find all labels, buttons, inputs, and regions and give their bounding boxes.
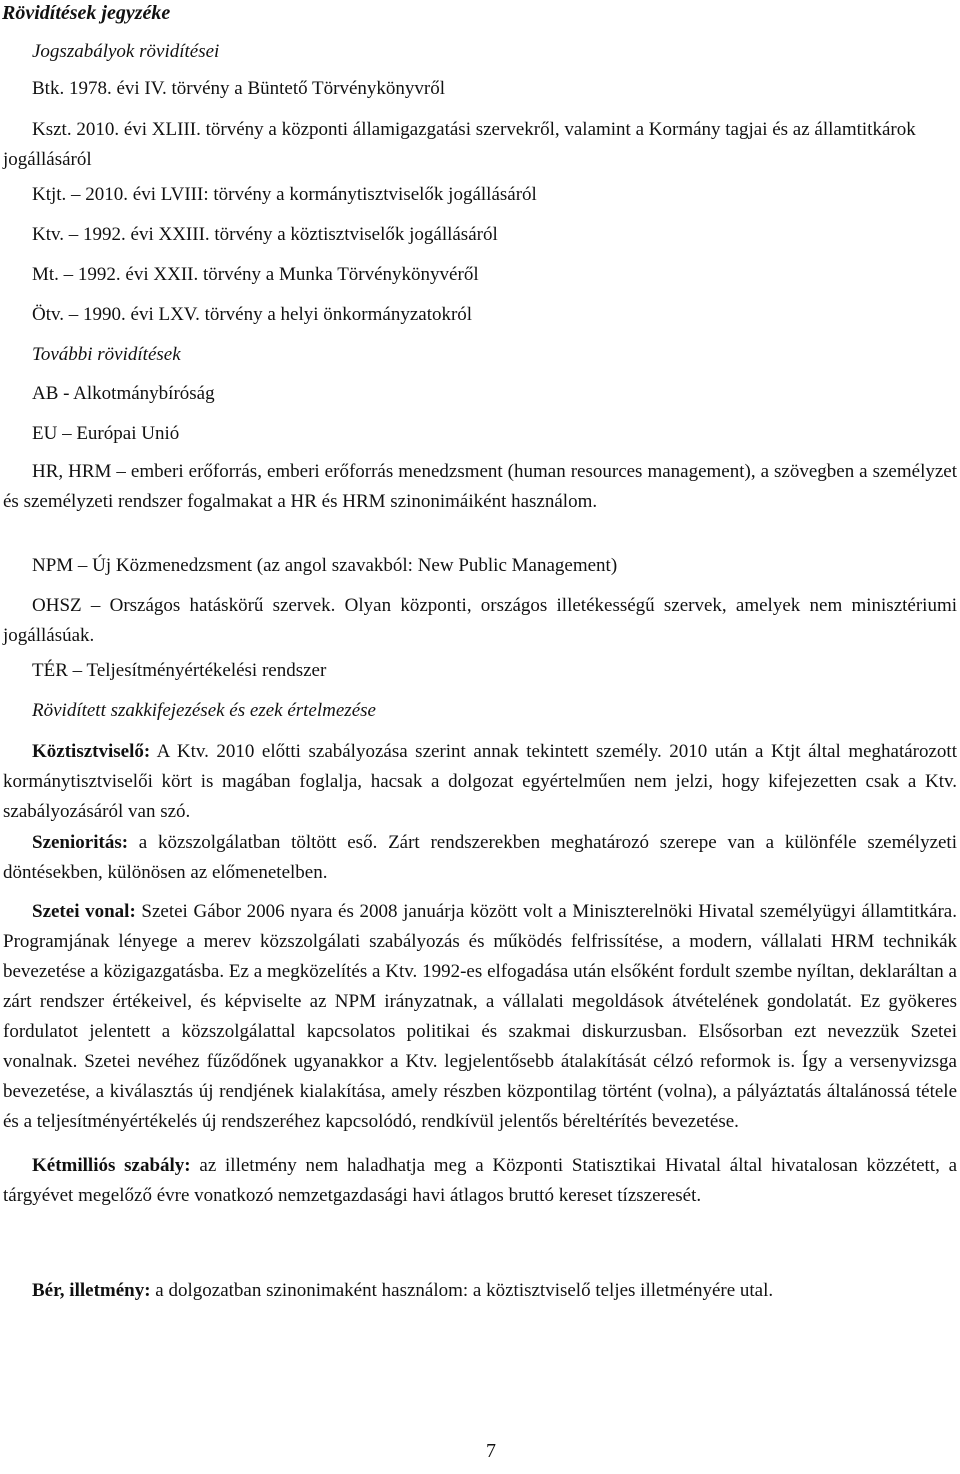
term-label: Bér, illetmény: <box>32 1280 151 1301</box>
term-definition: A Ktv. 2010 előtti szabályozása szerint annak tekintett személy. 2010 után a Ktjt által meghatározott kormánytisztviselői kört is magában foglalja, hacsak a dolgozat egyértelműen nem jelzi, hogy kifejezetten csak a Ktv. szabályozásáról van szó. <box>3 741 957 822</box>
term-label: Szetei vonal: <box>32 901 136 922</box>
term-entry <box>3 828 957 888</box>
term-entry <box>3 1151 957 1211</box>
abbr-item: AB - Alkotmánybíróság <box>32 383 215 404</box>
law-item: Ktjt. – 2010. évi LVIII: törvény a kormánytisztviselők jogállásáról <box>32 184 537 205</box>
term-definition: az illetmény nem haladhatja meg a Központi Statisztikai Hivatal által hivatalosan közzétett, a tárgyévet megelőző évre vonatkozó nemzetgazdasági havi átlagos bruttó kereset tízszeresét. <box>3 1155 957 1206</box>
abbr-item: HR, HRM – emberi erőforrás, emberi erőforrás menedzsment (human resources management), a szövegben a személyzet és személyzeti rendszer fogalmakat a HR és HRM szinonimáiként használom. <box>3 461 957 512</box>
term-label: Kétmilliós szabály: <box>32 1155 191 1176</box>
law-item: Ötv. – 1990. évi LXV. törvény a helyi önkormányzatokról <box>32 304 473 325</box>
term-label: Szenioritás: <box>32 832 129 853</box>
section-heading-terms: Rövidített szakkifejezések és ezek értelmezése <box>32 700 376 721</box>
abbr-item: TÉR – Teljesítményértékelési rendszer <box>32 660 327 681</box>
abbr-item: NPM – Új Közmenedzsment (az angol szavakból: New Public Management) <box>32 555 618 576</box>
law-item: Ktv. – 1992. évi XXIII. törvény a köztisztviselők jogállásáról <box>32 224 498 245</box>
page-title: Rövidítések jegyzéke <box>2 2 171 24</box>
term-entry <box>3 1276 957 1306</box>
term-label: Köztisztviselő: <box>32 741 151 762</box>
page-number: 7 <box>486 1440 496 1462</box>
abbr-item: EU – Európai Unió <box>32 423 180 444</box>
section-heading-laws: Jogszabályok rövidítései <box>32 41 220 62</box>
law-item: Kszt. 2010. évi XLIII. törvény a központi államigazgatási szervekről, valamint a Kormány tagjai és az államtitkárok jogállásáról <box>3 119 916 170</box>
law-item: Mt. – 1992. évi XXII. törvény a Munka Törvénykönyvéről <box>32 264 479 285</box>
term-entry <box>3 897 957 1137</box>
abbr-item: OHSZ – Országos hatáskörű szervek. Olyan központi, országos illetékességű szervek, amelyek nem minisztériumi jogállásúak. <box>3 595 957 646</box>
law-item: Btk. 1978. évi IV. törvény a Büntető Törvénykönyvről <box>32 78 446 99</box>
term-definition: a dolgozatban szinonimaként használom: a köztisztviselő teljes illetményére utal. <box>150 1280 774 1301</box>
section-heading-other: További rövidítések <box>32 344 181 365</box>
term-definition: Szetei Gábor 2006 nyara és 2008 januárja között volt a Miniszterelnöki Hivatal személyügyi államtitkára. Programjának lényege a merev közszolgálati szabályozás és működés felfrissítése, a modern, vállalati HRM technikák bevezetése a közigazgatásba. Ez a megközelítés a Ktv. 1992-es elfogadása után elsőként fordult szembe nyíltan, deklaráltan a zárt rendszer értékeivel, és képviselte az NPM irányzatnak, a vállalati megoldások átvételének gondolatát. Ez gyökeres fordulatot jelentett a közszolgálattal kapcsolatos politikai és szakmai diskurzusban. Elsősorban ezt nevezzük Szetei vonalnak. Szetei nevéhez fűződőnek ugyanakkor a Ktv. legjelentősebb átalakítását célzó reformok is. Így a versenyvizsga bevezetése, a kiválasztás új rendjének kialakítása, amely részben központilag történt (volna), a pályáztatás általánossá tétele és a teljesítményértékelés új rendszeréhez kapcsolódó, rendkívül jelentős béreltérítés bevezetése. <box>3 901 957 1132</box>
term-entry <box>3 737 957 827</box>
term-definition: a közszolgálatban töltött eső. Zárt rendszerekben meghatározó szerepe van a különféle személyzeti döntésekben, különösen az előmenetelben. <box>3 832 957 883</box>
